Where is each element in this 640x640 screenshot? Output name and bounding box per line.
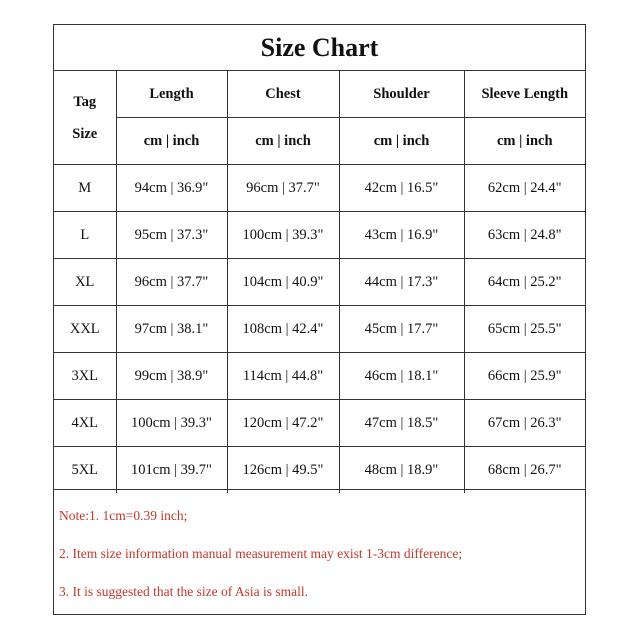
size-cell: 4XL (54, 400, 116, 447)
chest-cell: 114cm | 44.8" (227, 353, 339, 400)
shoulder-cell: 46cm | 18.1" (339, 353, 464, 400)
notes-section (54, 489, 585, 614)
column-header-length: Length (116, 71, 227, 118)
shoulder-cell: 48cm | 18.9" (339, 447, 464, 494)
size-chart-frame (53, 24, 586, 615)
chest-cell: 100cm | 39.3" (227, 212, 339, 259)
size-cell: 5XL (54, 447, 116, 494)
note-conversion: Note:1. 1cm=0.39 inch; (59, 508, 188, 523)
size-cell: XXL (54, 306, 116, 353)
sleeve-length-cell: 64cm | 25.2" (464, 259, 585, 306)
chest-cell: 108cm | 42.4" (227, 306, 339, 353)
table-row (54, 353, 585, 400)
size-cell: L (54, 212, 116, 259)
length-cell: 94cm | 36.9" (116, 165, 227, 212)
shoulder-cell: 47cm | 18.5" (339, 400, 464, 447)
unit-sleeve-length: cm | inch (464, 118, 585, 165)
length-cell: 95cm | 37.3" (116, 212, 227, 259)
sleeve-length-cell: 62cm | 24.4" (464, 165, 585, 212)
table-row (54, 259, 585, 306)
table-row (54, 447, 585, 494)
shoulder-cell: 43cm | 16.9" (339, 212, 464, 259)
sleeve-length-cell: 68cm | 26.7" (464, 447, 585, 494)
column-header-shoulder: Shoulder (339, 71, 464, 118)
note-asia-size: 3. It is suggested that the size of Asia is small. (59, 584, 308, 599)
shoulder-cell: 45cm | 17.7" (339, 306, 464, 353)
shoulder-cell: 42cm | 16.5" (339, 165, 464, 212)
sleeve-length-cell: 67cm | 26.3" (464, 400, 585, 447)
column-header-sleeve-length: Sleeve Length (464, 71, 585, 118)
size-cell: XL (54, 259, 116, 306)
size-cell: 3XL (54, 353, 116, 400)
header-row (54, 71, 585, 118)
length-cell: 97cm | 38.1" (116, 306, 227, 353)
table-row (54, 306, 585, 353)
length-cell: 101cm | 39.7" (116, 447, 227, 494)
sleeve-length-cell: 66cm | 25.9" (464, 353, 585, 400)
size-cell: M (54, 165, 116, 212)
size-label-header: Size (72, 125, 98, 142)
unit-chest: cm | inch (227, 118, 339, 165)
chest-cell: 126cm | 49.5" (227, 447, 339, 494)
table-row (54, 212, 585, 259)
table-row (54, 400, 585, 447)
length-cell: 100cm | 39.3" (116, 400, 227, 447)
sleeve-length-cell: 63cm | 24.8" (464, 212, 585, 259)
length-cell: 96cm | 37.7" (116, 259, 227, 306)
length-cell: 99cm | 38.9" (116, 353, 227, 400)
chest-cell: 104cm | 40.9" (227, 259, 339, 306)
unit-length: cm | inch (116, 118, 227, 165)
chest-cell: 96cm | 37.7" (227, 165, 339, 212)
sleeve-length-cell: 65cm | 25.5" (464, 306, 585, 353)
chest-cell: 120cm | 47.2" (227, 400, 339, 447)
size-table (54, 71, 585, 493)
table-row (54, 165, 585, 212)
tag-size-header (54, 71, 116, 165)
unit-shoulder: cm | inch (339, 118, 464, 165)
column-header-chest: Chest (227, 71, 339, 118)
unit-row (54, 118, 585, 165)
tag-label: Tag (73, 93, 97, 110)
note-measurement: 2. Item size information manual measurement may exist 1-3cm difference; (59, 546, 463, 561)
shoulder-cell: 44cm | 17.3" (339, 259, 464, 306)
chart-title: Size Chart (54, 25, 585, 71)
